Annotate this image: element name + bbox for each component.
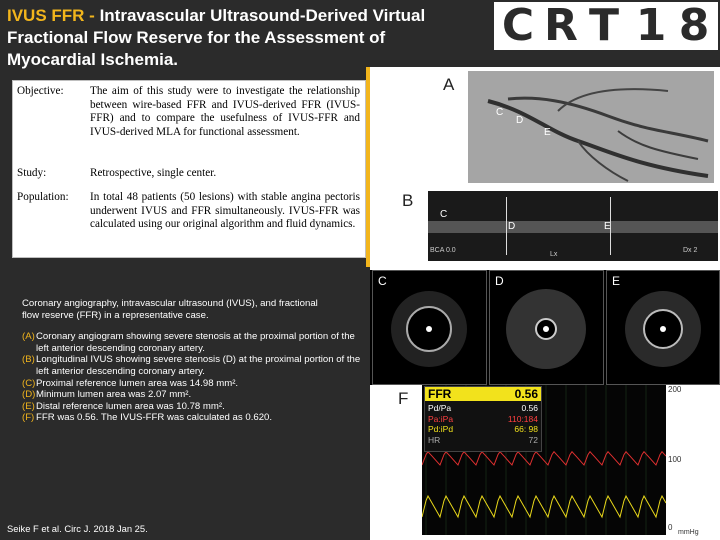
legend-key: (D)	[22, 389, 36, 401]
figure-caption: Coronary angiography, intravascular ultrasound (IVUS), and fractional flow reserve (FFR) in a representative case.	[22, 298, 318, 321]
ffr-row-label: Pd/Pa	[428, 403, 452, 413]
objective-text: The aim of this study were to investigate the relationship between wire-based FFR and IVUS-derived FFR (IVUS-FFR) and to compare the usefulness of IVUS-FFR and IVUS-derived MLA for functional assessment.	[90, 85, 360, 138]
angiogram-vessels	[468, 71, 714, 183]
objective-label: Objective:	[17, 85, 64, 97]
legend-item	[16, 401, 366, 413]
panel-b-label: B	[402, 191, 414, 210]
ivus-label-e: E	[604, 221, 611, 232]
legend-item	[16, 389, 366, 401]
cross-section-c	[372, 270, 487, 385]
study-row	[17, 167, 361, 181]
angio-label-d: D	[516, 115, 524, 126]
cross-section-d	[489, 270, 604, 385]
ffr-rows	[428, 403, 538, 445]
legend-text: Minimum lumen area was 2.07 mm².	[36, 389, 192, 401]
legend-text: Longitudinal IVUS showing severe stenosis (D) at the proximal portion of the left anterior descending coronary artery.	[36, 354, 361, 377]
panel-a-label: A	[443, 75, 455, 94]
pd-waveform	[422, 496, 666, 517]
ffr-readout-table	[424, 386, 542, 452]
pressure-axis-mid: 100	[668, 455, 682, 464]
cross-section-d-ring	[490, 271, 603, 384]
panel-e-label: E	[612, 274, 621, 288]
crt18-logo	[494, 2, 716, 50]
pressure-tracing	[422, 385, 666, 535]
legend-key: (E)	[22, 400, 35, 412]
panel-c-label: C	[378, 274, 387, 288]
ffr-row	[428, 435, 538, 446]
ivus-scale-mid: Lx	[550, 251, 558, 258]
legend-text: Coronary angiogram showing severe stenosis at the proximal portion of the left anterior descending coronary artery.	[36, 331, 355, 354]
ffr-row-label: Pa:iPa	[428, 413, 454, 424]
logo-letter: C	[494, 2, 542, 50]
legend-item	[16, 354, 366, 377]
title-main: Intravascular Ultrasound-Derived Virtual Fractional Flow Reserve for the Assessment of Myocardial Ischemia.	[7, 6, 426, 69]
pressure-axis-bottom: 0	[668, 523, 673, 532]
legend-list	[16, 331, 366, 424]
legend-text: Distal reference lumen area was 10.78 mm².	[36, 400, 225, 412]
citation: Seike F et al. Circ J. 2018 Jan 25.	[7, 523, 148, 534]
study-label: Study:	[17, 167, 47, 179]
population-row	[17, 191, 361, 255]
study-text: Retrospective, single center.	[90, 167, 217, 179]
angiogram-image	[468, 71, 714, 183]
pressure-axis-unit: mmHg	[678, 529, 699, 536]
ivus-marker-line	[506, 197, 507, 255]
cross-section-e	[606, 270, 720, 385]
objective-row	[17, 85, 361, 180]
ffr-header	[425, 387, 541, 401]
ffr-row	[428, 424, 538, 435]
legend-item	[16, 331, 366, 354]
ffr-row-label: Pd:iPd	[428, 424, 454, 434]
legend-text: Proximal reference lumen area was 14.98 mm².	[36, 377, 239, 389]
population-label: Population:	[17, 191, 69, 203]
population-text: In total 48 patients (50 lesions) with stable angina pectoris underwent IVUS and FFR simultaneously. IVUS-FFR was calculated using our original algorithm and fluid dynamics.	[90, 191, 360, 230]
legend-key: (A)	[22, 331, 35, 343]
cross-section-strip	[370, 270, 720, 385]
figure-legend-area	[16, 298, 366, 424]
page-title	[7, 5, 477, 71]
pa-waveform	[422, 452, 666, 465]
ivus-label-c: C	[440, 209, 448, 220]
logo-letter: T	[580, 2, 628, 50]
logo-letter: 1	[627, 2, 675, 50]
cross-section-c-ring	[373, 271, 486, 384]
ffr-row-value: 72	[528, 434, 538, 445]
figure-panel	[370, 67, 720, 540]
ffr-label: FFR	[428, 387, 452, 401]
ffr-row	[428, 403, 538, 414]
pressure-axis-top: 200	[668, 385, 682, 394]
ffr-value: 0.56	[514, 387, 538, 401]
ivus-scale-right: Dx 2	[683, 247, 698, 254]
legend-key: (B)	[22, 354, 35, 366]
legend-text: FFR was 0.56. The IVUS-FFR was calculated as 0.620.	[36, 412, 273, 424]
ffr-row-value: 110:184	[507, 413, 538, 424]
angio-label-c: C	[496, 107, 504, 118]
panel-f-label: F	[398, 389, 409, 408]
title-accent: IVUS FFR -	[7, 6, 95, 25]
legend-key: (C)	[22, 377, 36, 389]
ivus-scale-left: BCA 0.0	[430, 247, 456, 254]
ivus-lumen-band	[428, 221, 718, 233]
ffr-row-value: 0.56	[521, 403, 538, 413]
longitudinal-ivus-image	[428, 191, 718, 261]
panel-d-label: D	[495, 274, 504, 288]
logo-letter: 8	[670, 2, 718, 50]
logo-letter: R	[537, 2, 585, 50]
legend-key: (F)	[22, 412, 35, 424]
ffr-row	[428, 414, 538, 425]
legend-item	[16, 378, 366, 390]
legend-item	[16, 412, 366, 424]
angio-label-e: E	[544, 127, 551, 138]
study-summary-box	[12, 80, 366, 258]
ivus-label-d: D	[508, 221, 516, 232]
ffr-row-label: HR	[428, 434, 441, 445]
ffr-row-value: 66: 98	[514, 424, 538, 434]
cross-section-e-ring	[607, 271, 719, 384]
